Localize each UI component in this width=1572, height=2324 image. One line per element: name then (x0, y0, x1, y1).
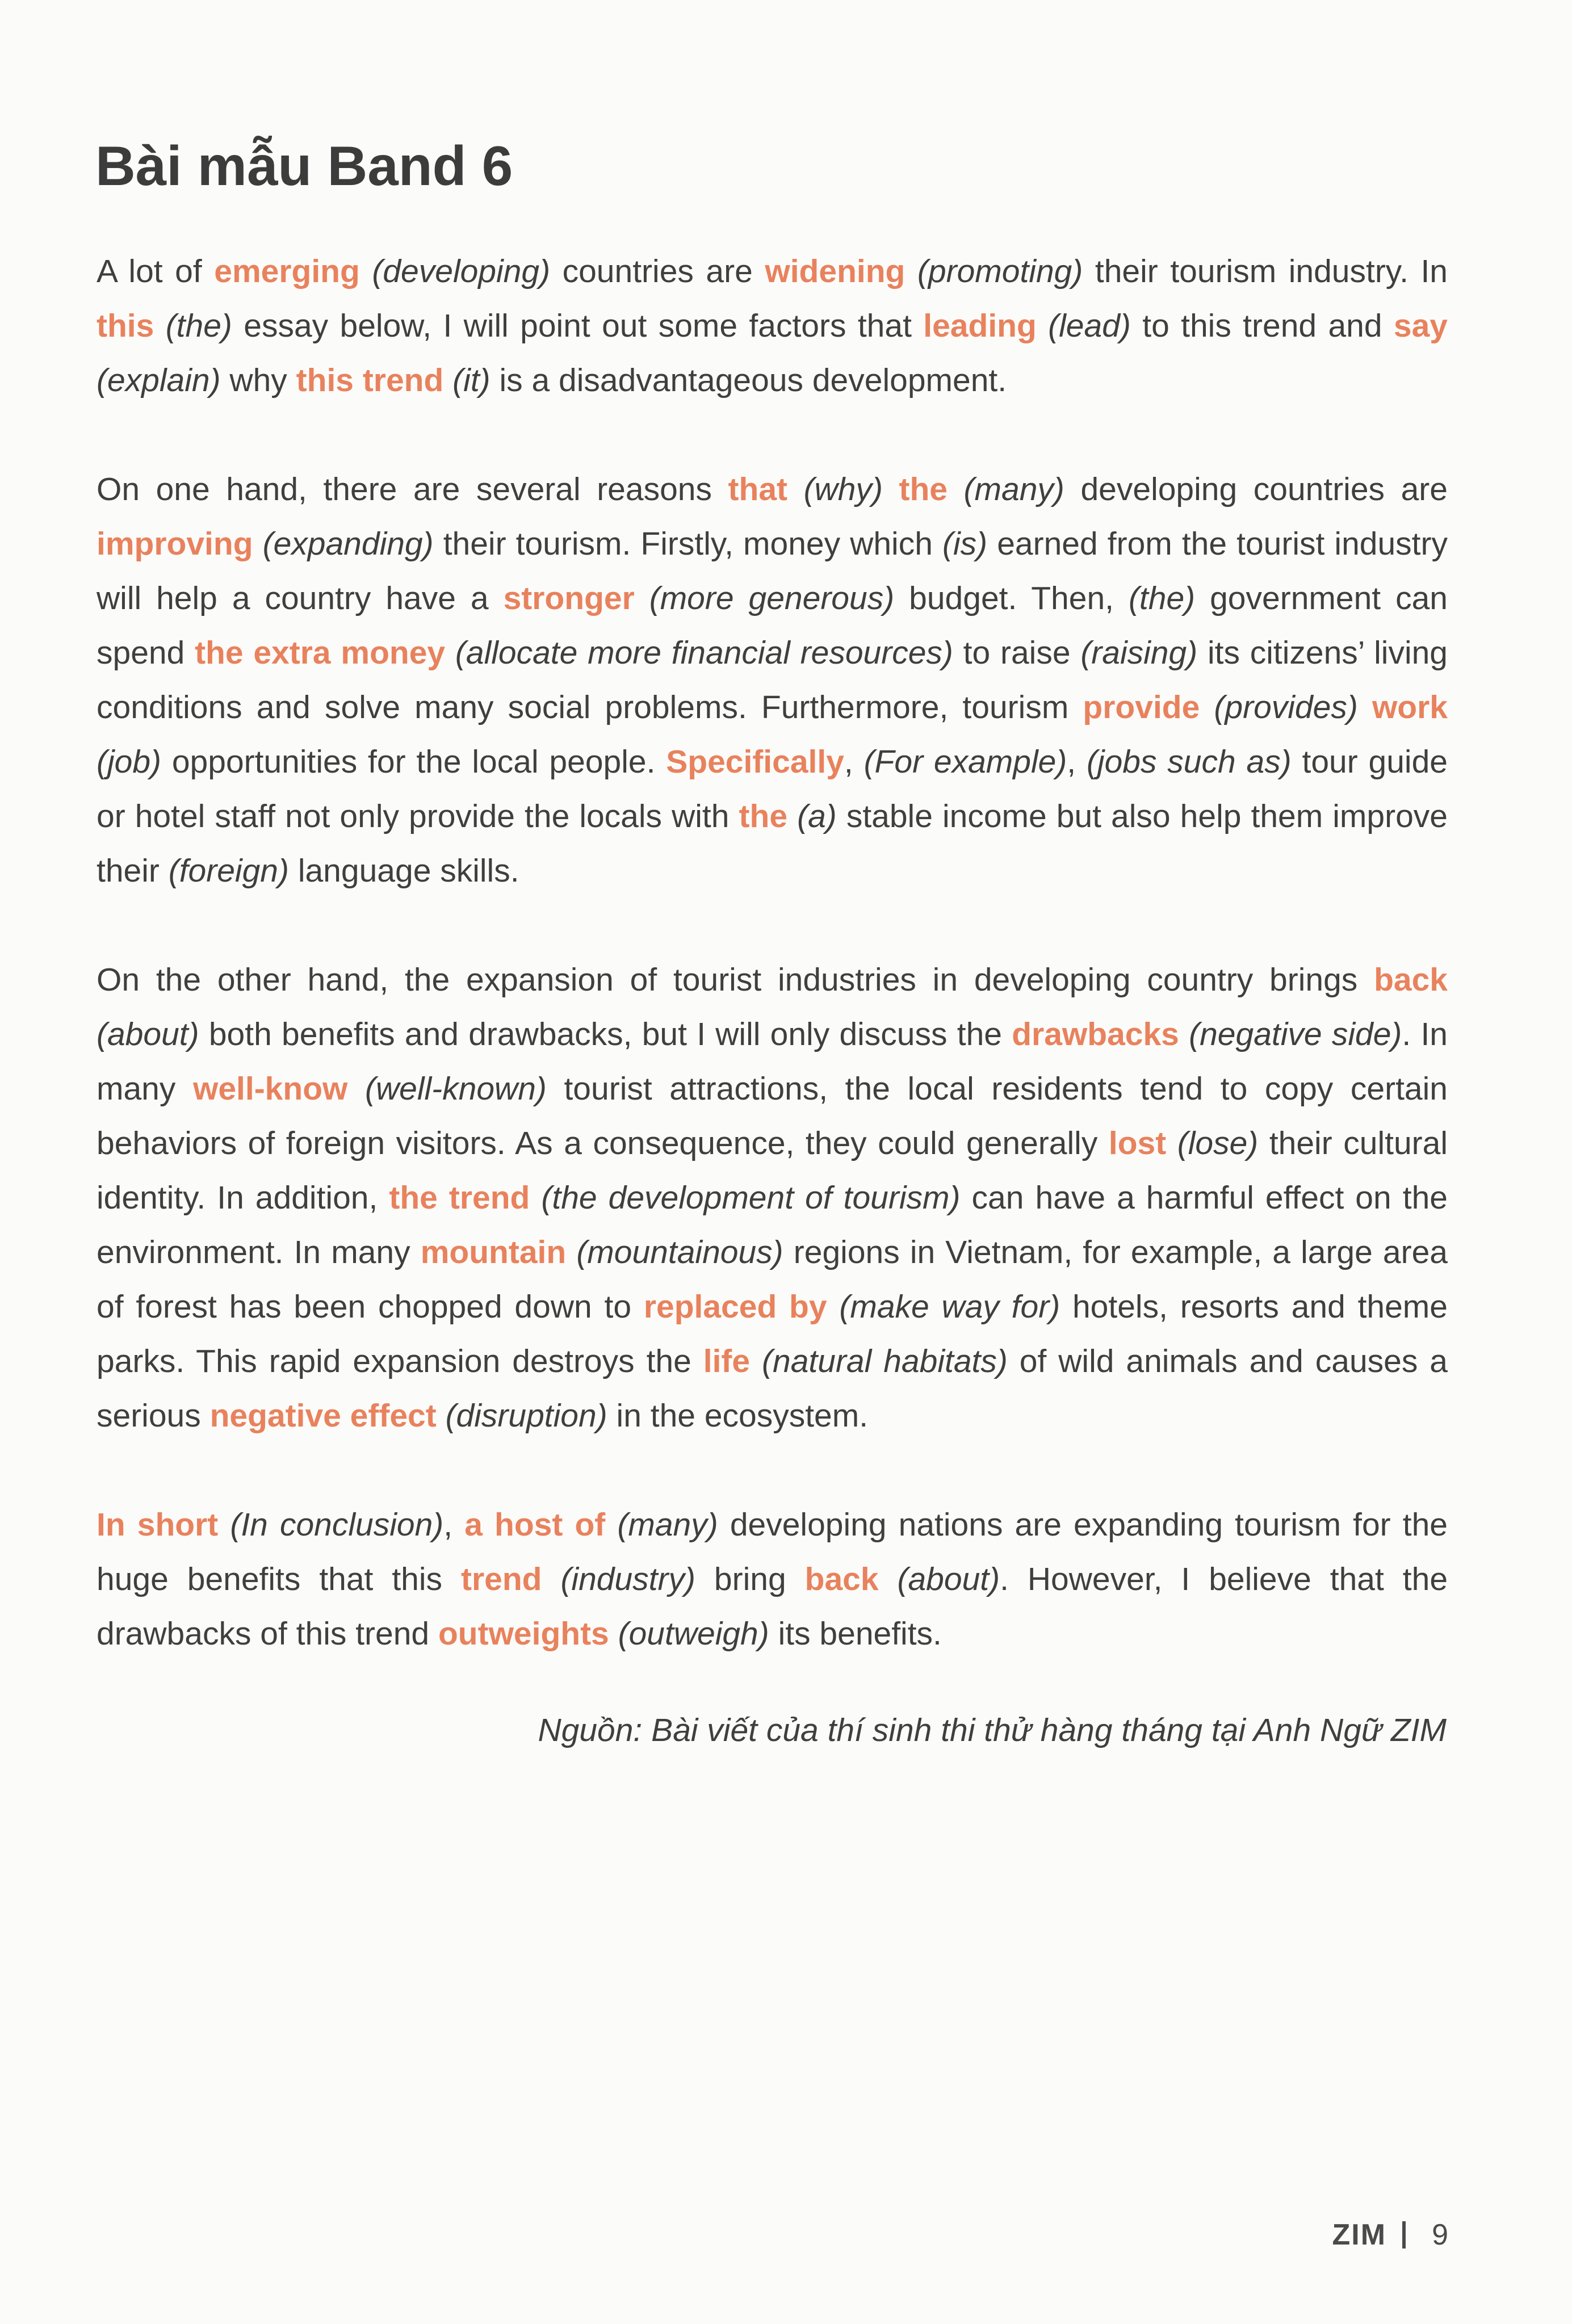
correction-note: (lose) (1177, 1125, 1259, 1161)
essay-text: bring (695, 1561, 805, 1597)
correction-note: (why) (803, 471, 883, 507)
correction-note: (developing) (372, 253, 551, 290)
highlighted-error: the (899, 471, 948, 507)
essay-text (253, 526, 263, 562)
correction-note: (For example) (863, 744, 1067, 780)
essay-text: developing countries are (1064, 471, 1448, 507)
essay-text: , (443, 1507, 465, 1543)
essay-text (445, 635, 455, 671)
essay-text: tourist attractions, the local residents tend to copy certain behaviors of foreign visitors. As a consequence, they could generally (97, 1071, 1448, 1161)
essay-text (1200, 689, 1214, 725)
correction-note: (many) (617, 1507, 718, 1543)
essay-text: countries are (550, 253, 765, 290)
highlighted-error: improving (97, 526, 253, 562)
highlighted-error: that (728, 471, 788, 507)
essay-text: . However, I believe that the drawbacks of this trend (97, 1561, 1448, 1652)
essay-text: can have a harmful effect on the environment. In many (97, 1180, 1448, 1270)
highlighted-error: this (97, 308, 154, 344)
essay-text (360, 253, 372, 290)
essay-text: , (844, 744, 864, 780)
highlighted-error: back (1374, 962, 1448, 998)
highlighted-error: work (1372, 689, 1448, 725)
correction-note: (job) (97, 744, 162, 780)
essay-paragraph-intro (97, 244, 1448, 408)
correction-note: (lead) (1048, 308, 1131, 344)
essay-text (609, 1616, 618, 1652)
footer-brand: ZIM (1332, 2218, 1387, 2251)
essay-text: language skills. (288, 853, 519, 889)
essay-text (566, 1234, 576, 1270)
essay-text (1179, 1016, 1189, 1052)
correction-note: (industry) (560, 1561, 695, 1597)
highlighted-error: this trend (296, 362, 444, 398)
highlighted-error: widening (765, 253, 906, 290)
correction-note: (disruption) (445, 1398, 607, 1434)
essay-text: to this trend and (1130, 308, 1394, 344)
essay-text (530, 1180, 541, 1216)
essay-text: both benefits and drawbacks, but I will only discuss the (199, 1016, 1012, 1052)
highlighted-error: leading (923, 308, 1037, 344)
essay-text (787, 798, 797, 834)
essay-text (542, 1561, 560, 1597)
highlighted-error: stronger (503, 580, 635, 616)
page-number: 9 (1432, 2218, 1448, 2251)
highlighted-error: the extra money (195, 635, 446, 671)
essay-text: , (1067, 744, 1087, 780)
essay-text (605, 1507, 617, 1543)
highlighted-error: well-know (192, 1071, 348, 1107)
highlighted-error: trend (460, 1561, 542, 1597)
essay-text: opportunities for the local people. (161, 744, 666, 780)
essay-text: is a disadvantageous development. (490, 362, 1007, 398)
essay-text: On one hand, there are several reasons (97, 471, 728, 507)
correction-note: (provides) (1214, 689, 1358, 725)
footer-divider (1402, 2221, 1406, 2249)
highlighted-error: negative effect (209, 1398, 437, 1434)
essay-text (883, 471, 899, 507)
highlighted-error: provide (1083, 689, 1200, 725)
correction-note: (outweigh) (618, 1616, 769, 1652)
highlighted-error: say (1393, 308, 1448, 344)
essay-text: tour guide or hotel staff not only provide the locals with (97, 744, 1448, 834)
correction-note: (natural habitats) (762, 1343, 1008, 1379)
correction-note: (raising) (1080, 635, 1198, 671)
correction-note: (explain) (97, 362, 221, 398)
highlighted-error: mountain (420, 1234, 567, 1270)
essay-text (437, 1398, 446, 1434)
highlighted-error: the trend (389, 1180, 530, 1216)
essay-body (97, 244, 1448, 1661)
essay-text (787, 471, 804, 507)
correction-note: (the development of tourism) (541, 1180, 961, 1216)
essay-text: its benefits. (769, 1616, 942, 1652)
essay-text: A lot of (97, 253, 215, 290)
essay-text: their cultural identity. In addition, (97, 1125, 1448, 1216)
essay-text: of wild animals and causes a serious (97, 1343, 1448, 1434)
correction-note: (mountainous) (576, 1234, 783, 1270)
correction-note: (a) (797, 798, 837, 834)
correction-note: (expanding) (262, 526, 434, 562)
essay-text: its citizens’ living conditions and solve many social problems. Furthermore, tourism (97, 635, 1448, 725)
essay-text (218, 1507, 230, 1543)
essay-text (154, 308, 165, 344)
essay-text (879, 1561, 898, 1597)
essay-text: developing nations are expanding tourism for the huge benefits that this (97, 1507, 1448, 1597)
essay-text: hotels, resorts and theme parks. This rapid expansion destroys the (97, 1289, 1448, 1379)
essay-text: government can spend (97, 580, 1448, 671)
correction-note: (about) (97, 1016, 199, 1052)
essay-text: . In many (97, 1016, 1448, 1107)
correction-note: (about) (897, 1561, 1000, 1597)
correction-note: (allocate more financial resources) (455, 635, 953, 671)
essay-text (750, 1343, 762, 1379)
highlighted-error: life (703, 1343, 751, 1379)
correction-note: (more generous) (649, 580, 895, 616)
essay-text: in the ecosystem. (607, 1398, 869, 1434)
correction-note: (foreign) (168, 853, 289, 889)
correction-note: (many) (963, 471, 1064, 507)
correction-note: (it) (452, 362, 491, 398)
essay-text (827, 1289, 840, 1325)
essay-text: earned from the tourist industry will help a country have a (97, 526, 1448, 616)
essay-text (347, 1071, 365, 1107)
correction-note: (the) (1128, 580, 1196, 616)
essay-text (1037, 308, 1048, 344)
highlighted-error: outweights (438, 1616, 609, 1652)
highlighted-error: replaced by (643, 1289, 827, 1325)
essay-text (1358, 689, 1372, 725)
essay-text: why (220, 362, 296, 398)
highlighted-error: drawbacks (1012, 1016, 1179, 1052)
essay-text: essay below, I will point out some factors that (232, 308, 924, 344)
highlighted-error: Specifically (666, 744, 844, 780)
essay-text: On the other hand, the expansion of tourist industries in developing country brings (97, 962, 1374, 998)
highlighted-error: the (739, 798, 788, 834)
correction-note: (is) (942, 526, 988, 562)
essay-text: to raise (953, 635, 1081, 671)
correction-note: (In conclusion) (230, 1507, 444, 1543)
correction-note: (negative side) (1189, 1016, 1402, 1052)
page-title: Bài mẫu Band 6 (95, 135, 513, 197)
essay-text: their tourism industry. In (1083, 253, 1448, 290)
essay-paragraph-conclusion (97, 1497, 1448, 1661)
correction-note: (jobs such as) (1086, 744, 1292, 780)
essay-text (1166, 1125, 1177, 1161)
essay-paragraph-body-1 (97, 462, 1448, 898)
highlighted-error: a host of (464, 1507, 606, 1543)
highlighted-error: emerging (214, 253, 360, 290)
highlighted-error: lost (1108, 1125, 1167, 1161)
essay-text: regions in Vietnam, for example, a large area of forest has been chopped down to (97, 1234, 1448, 1325)
source-citation: Nguồn: Bài viết của thí sinh thi thử hàng tháng tại Anh Ngữ ZIM (538, 1712, 1447, 1748)
correction-note: (the) (165, 308, 232, 344)
highlighted-error: In short (97, 1507, 219, 1543)
essay-text: stable income but also help them improve their (97, 798, 1448, 889)
essay-text (905, 253, 917, 290)
correction-note: (promoting) (917, 253, 1083, 290)
highlighted-error: back (804, 1561, 879, 1597)
essay-text: budget. Then, (894, 580, 1129, 616)
correction-note: (well-known) (364, 1071, 547, 1107)
essay-text: their tourism. Firstly, money which (433, 526, 942, 562)
essay-text (443, 362, 452, 398)
page-footer (1332, 2215, 1448, 2255)
correction-note: (make way for) (839, 1289, 1060, 1325)
essay-text (948, 471, 964, 507)
essay-paragraph-body-2 (97, 953, 1448, 1443)
essay-text (635, 580, 649, 616)
